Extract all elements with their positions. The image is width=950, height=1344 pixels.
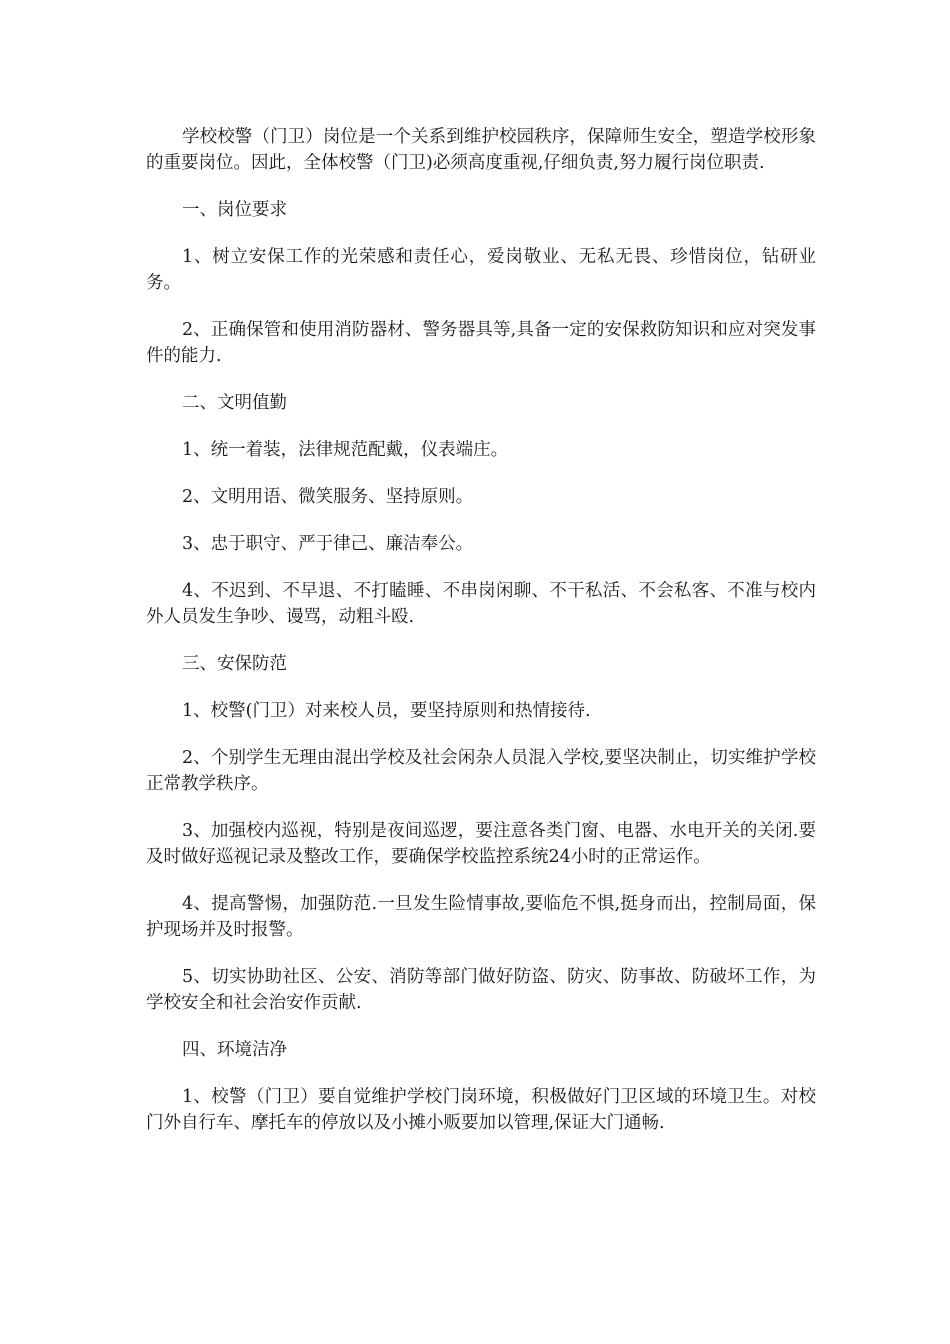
section-4-item-1: 1、校警（门卫）要自觉维护学校门岗环境，积极做好门卫区域的环境卫生。对校门外自行车、摩托车的停放以及小摊小贩要加以管理,保证大门通畅. <box>146 1087 816 1133</box>
intro-paragraph: 学校校警（门卫）岗位是一个关系到维护校园秩序，保障师生安全，塑造学校形象的重要岗位。因此，全体校警（门卫)必须高度重视,仔细负责,努力履行岗位职责. <box>146 127 816 173</box>
section-3-item-1: 1、校警(门卫）对来校人员，要坚持原则和热情接待. <box>182 701 591 721</box>
section-heading-2: 二、文明值勤 <box>182 393 287 413</box>
section-2-item-2: 2、文明用语、微笑服务、坚持原则。 <box>182 487 474 507</box>
section-2-item-3: 3、忠于职守、严于律己、廉洁奉公。 <box>182 534 474 554</box>
section-2-item-4: 4、不迟到、不早退、不打瞌睡、不串岗闲聊、不干私活、不会私客、不准与校内外人员发生争吵、谩骂，动粗斗殴. <box>146 581 816 627</box>
section-heading-3: 三、安保防范 <box>182 654 287 674</box>
section-1-item-1: 1、树立安保工作的光荣感和责任心，爱岗敬业、无私无畏、珍惜岗位，钻研业务。 <box>146 247 816 293</box>
section-2-item-1: 1、统一着装，法律规范配戴，仪表端庄。 <box>182 440 509 460</box>
document-body <box>146 124 816 1157</box>
section-1-item-2: 2、正确保管和使用消防器材、警务器具等,具备一定的安保救防知识和应对突发事件的能力. <box>146 320 816 366</box>
section-3-item-5: 5、切实协助社区、公安、消防等部门做好防盗、防灾、防事故、防破坏工作，为学校安全和社会治安作贡献. <box>146 967 816 1013</box>
section-3-item-4: 4、提高警惕，加强防范.一旦发生险情事故,要临危不惧,挺身而出，控制局面，保护现场并及时报警。 <box>146 894 816 940</box>
section-heading-1: 一、岗位要求 <box>182 200 287 220</box>
section-3-item-2: 2、个别学生无理由混出学校及社会闲杂人员混入学校,要坚决制止，切实维护学校正常教学秩序。 <box>146 748 816 794</box>
section-heading-4: 四、环境洁净 <box>182 1040 287 1060</box>
section-3-item-3: 3、加强校内巡视，特别是夜间巡逻，要注意各类门窗、电器、水电开关的关闭.要及时做好巡视记录及整改工作，要确保学校监控系统24小时的正常运作。 <box>146 821 816 867</box>
